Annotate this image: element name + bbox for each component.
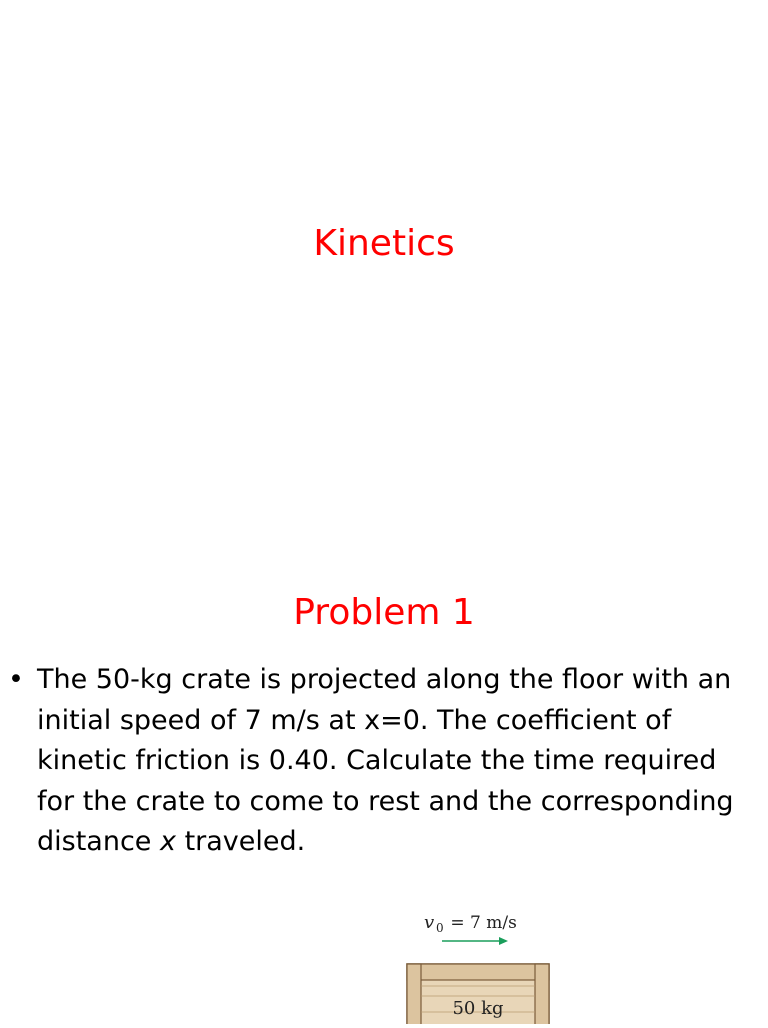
problem-statement (0, 660, 768, 863)
velocity-label-subscript: 0 (436, 921, 444, 935)
velocity-arrow-icon (442, 937, 508, 945)
problem-text-part1: The 50-kg crate is projected along the floor with an initial speed of 7 m/s at x=0. The coefficient of kinetic friction is 0.40. Calculate the time required for the crate to come to rest and the corresponding distance (37, 664, 734, 857)
velocity-label-value: = 7 m/s (445, 913, 517, 933)
problem-title: Problem 1 (293, 592, 475, 633)
crate-figure (398, 900, 558, 1024)
problem-bullet-list (0, 660, 768, 863)
bullet-icon: • (8, 664, 24, 695)
problem-text-italic-x: x (160, 826, 176, 857)
crate-mass-label: 50 kg (452, 998, 504, 1019)
problem-text-part2: traveled. (175, 826, 306, 857)
crate-diagram (398, 900, 558, 1024)
velocity-label-v: v (424, 912, 435, 933)
slide-title-kinetics: Kinetics (313, 223, 455, 264)
